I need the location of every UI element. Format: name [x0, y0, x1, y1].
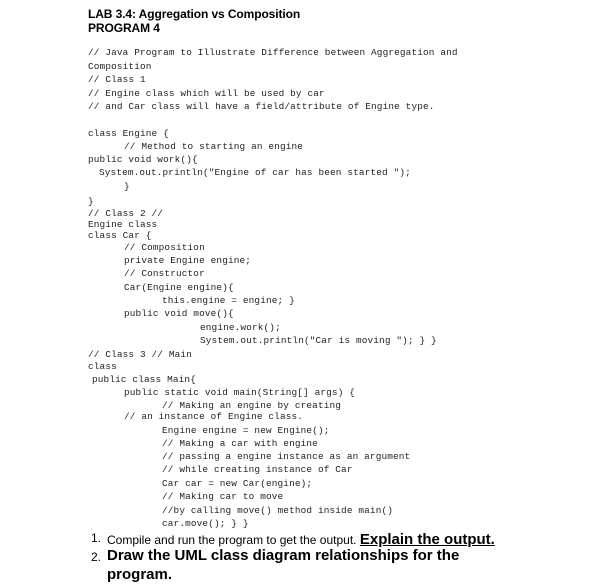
- task-text-1-main: Compile and run the program to get the output.: [107, 533, 357, 547]
- code-line: Car(Engine engine){: [124, 282, 234, 293]
- lab-title: LAB 3.4: Aggregation vs Composition: [88, 7, 301, 21]
- code-line: class Engine {: [88, 128, 169, 139]
- code-line: public void move(){: [124, 308, 234, 319]
- code-line: System.out.println("Car is moving "); } }: [200, 335, 437, 346]
- code-line: // Class 1: [88, 74, 146, 85]
- program-label: PROGRAM 4: [88, 21, 160, 35]
- code-line: System.out.println("Engine of car has been started ");: [99, 167, 411, 178]
- code-line: // Java Program to Illustrate Difference between Aggregation and: [88, 47, 458, 58]
- code-line: // while creating instance of Car: [162, 464, 353, 475]
- code-line: engine.work();: [200, 322, 281, 333]
- code-line: }: [124, 181, 130, 192]
- code-line: // Method to starting an engine: [124, 141, 304, 152]
- code-line: private Engine engine;: [124, 255, 252, 266]
- task-number-2: 2.: [91, 550, 102, 564]
- code-line: class Car {: [88, 230, 152, 241]
- code-line: car.move(); } }: [162, 518, 249, 529]
- code-line: // passing a engine instance as an argument: [162, 451, 411, 462]
- code-line: // and Car class will have a field/attribute of Engine type.: [88, 101, 435, 112]
- task-text-2: Draw the UML class diagram relationships for the program.: [107, 547, 460, 583]
- task-number-1: 1.: [91, 531, 102, 545]
- code-line: // Engine class which will be used by car: [88, 88, 325, 99]
- code-line: class: [88, 361, 117, 372]
- code-line: Car car = new Car(engine);: [162, 478, 313, 489]
- code-line: // an instance of Engine class.: [124, 411, 304, 422]
- code-line: }: [88, 196, 94, 207]
- code-line: // Making an engine by creating: [162, 400, 342, 411]
- task-emphasis-1: Explain the output.: [359, 531, 495, 548]
- code-line: public void work(){: [88, 154, 198, 165]
- code-line: // Making a car with engine: [162, 438, 318, 449]
- code-line: // Constructor: [124, 268, 205, 279]
- task-list: [91, 528, 586, 583]
- code-line: public static void main(String[] args) {: [124, 387, 356, 398]
- task-item-2: [91, 546, 586, 583]
- code-line: Engine class: [88, 219, 158, 230]
- code-line: this.engine = engine; }: [162, 295, 295, 306]
- code-line: public class Main{: [92, 374, 196, 385]
- code-line: Composition: [88, 61, 152, 72]
- code-line: // Class 2 //: [88, 208, 164, 219]
- code-line: // Making car to move: [162, 491, 284, 502]
- task-item-1: [91, 528, 586, 546]
- code-line: // Composition: [124, 242, 205, 253]
- code-line: //by calling move() method inside main(): [162, 505, 394, 516]
- code-line: // Class 3 // Main: [88, 349, 192, 360]
- code-line: Engine engine = new Engine();: [162, 425, 330, 436]
